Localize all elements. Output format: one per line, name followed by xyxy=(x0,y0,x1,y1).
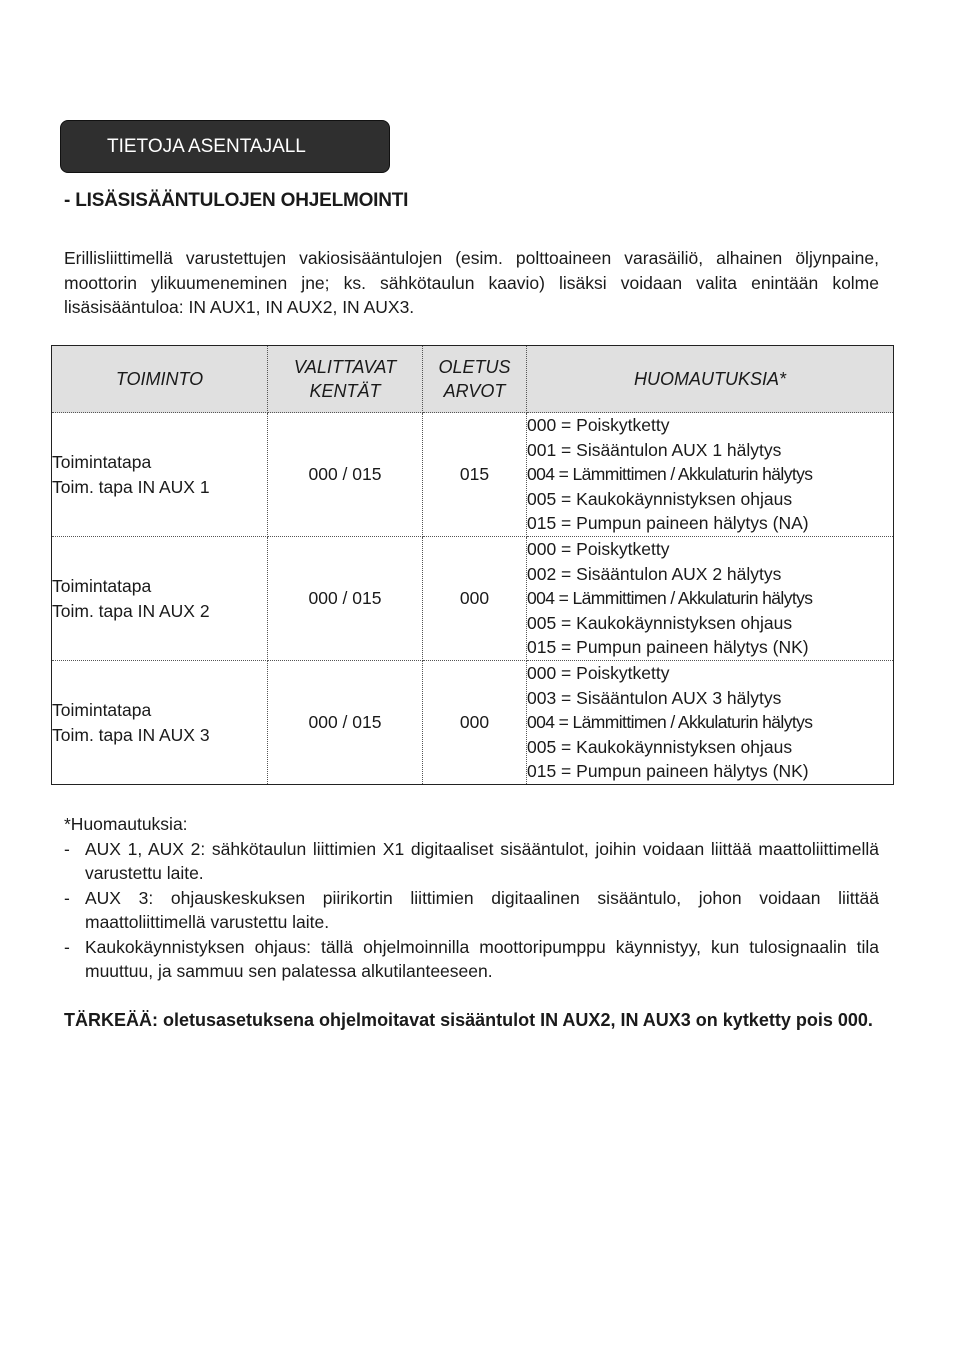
section-title: - LISÄSISÄÄNTULOJEN OHJELMOINTI xyxy=(64,190,409,211)
important-notice: TÄRKEÄÄ: oletusasetuksena ohjelmoitavat sisääntulot IN AUX2, IN AUX3 on kytketty pois 000. xyxy=(64,1010,873,1030)
dash-bullet: - xyxy=(64,838,70,859)
dash-bullet: - xyxy=(64,887,70,908)
notes-cell: 000 = Poiskytketty 002 = Sisääntulon AUX 2 hälytys 004 = Lämmittimen / Akkulaturin hälytys 005 = Kaukokäynnistyksen ohjaus 015 = Pumpun paineen hälytys (NK) xyxy=(527,537,894,661)
notes-cell: 000 = Poiskytketty 001 = Sisääntulon AUX 1 hälytys 004 = Lämmittimen / Akkulaturin hälytys 005 = Kaukokäynnistyksen ohjaus 015 = Pumpun paineen hälytys (NA) xyxy=(527,413,894,537)
default-cell: 015 xyxy=(423,413,527,537)
header-default-values: OLETUS ARVOT xyxy=(423,346,527,413)
range-cell: 000 / 015 xyxy=(268,537,423,661)
intro-paragraph: Erillisliittimellä varustettujen vakiosisääntulojen (esim. polttoaineen varasäiliö, alhainen öljynpaine, moottorin ylikuumeneminen jne; ks. sähkötaulun kaavio) lisäksi voidaan valita enintään kolme lisäsisääntuloa: IN AUX1, IN AUX2, IN AUX3. xyxy=(64,248,879,317)
notes-cell: 000 = Poiskytketty 003 = Sisääntulon AUX 3 hälytys 004 = Lämmittimen / Akkulaturin hälytys 005 = Kaukokäynnistyksen ohjaus 015 = Pumpun paineen hälytys (NK) xyxy=(527,661,894,785)
default-cell: 000 xyxy=(423,661,527,785)
range-cell: 000 / 015 xyxy=(268,661,423,785)
dash-bullet: - xyxy=(64,936,70,957)
footnotes-heading: *Huomautuksia: xyxy=(64,814,188,834)
footnotes xyxy=(64,812,879,984)
footnotes-list xyxy=(64,837,879,984)
range-cell: 000 / 015 xyxy=(268,413,423,537)
table-row xyxy=(52,537,894,661)
list-item: - AUX 1, AUX 2: sähkötaulun liittimien X1 digitaaliset sisääntulot, joihin voidaan liittää maattoliittimellä varustettu laite. xyxy=(64,838,879,883)
default-cell: 000 xyxy=(423,537,527,661)
table-header-row xyxy=(52,346,894,413)
header-notes: HUOMAUTUKSIA* xyxy=(527,346,894,413)
installer-info-badge: TIETOJA ASENTAJALL xyxy=(60,120,390,173)
header-function: TOIMINTO xyxy=(52,346,268,413)
table-row xyxy=(52,661,894,785)
function-cell: Toimintatapa Toim. tapa IN AUX 1 xyxy=(52,413,268,537)
aux-input-table xyxy=(51,345,894,785)
function-cell: Toimintatapa Toim. tapa IN AUX 2 xyxy=(52,537,268,661)
table-row xyxy=(52,413,894,537)
list-item: - Kaukokäynnistyksen ohjaus: tällä ohjelmoinnilla moottoripumppu käynnistyy, kun tulosignaalin tila muuttuu, ja sammuu sen palatessa alkutilanteeseen. xyxy=(64,936,879,981)
header-selectable-fields: VALITTAVAT KENTÄT xyxy=(268,346,423,413)
list-item: - AUX 3: ohjauskeskuksen piirikortin liittimien digitaalinen sisääntulo, johon voidaan liittää maattoliittimellä varustettu laite. xyxy=(64,887,879,932)
function-cell: Toimintatapa Toim. tapa IN AUX 3 xyxy=(52,661,268,785)
